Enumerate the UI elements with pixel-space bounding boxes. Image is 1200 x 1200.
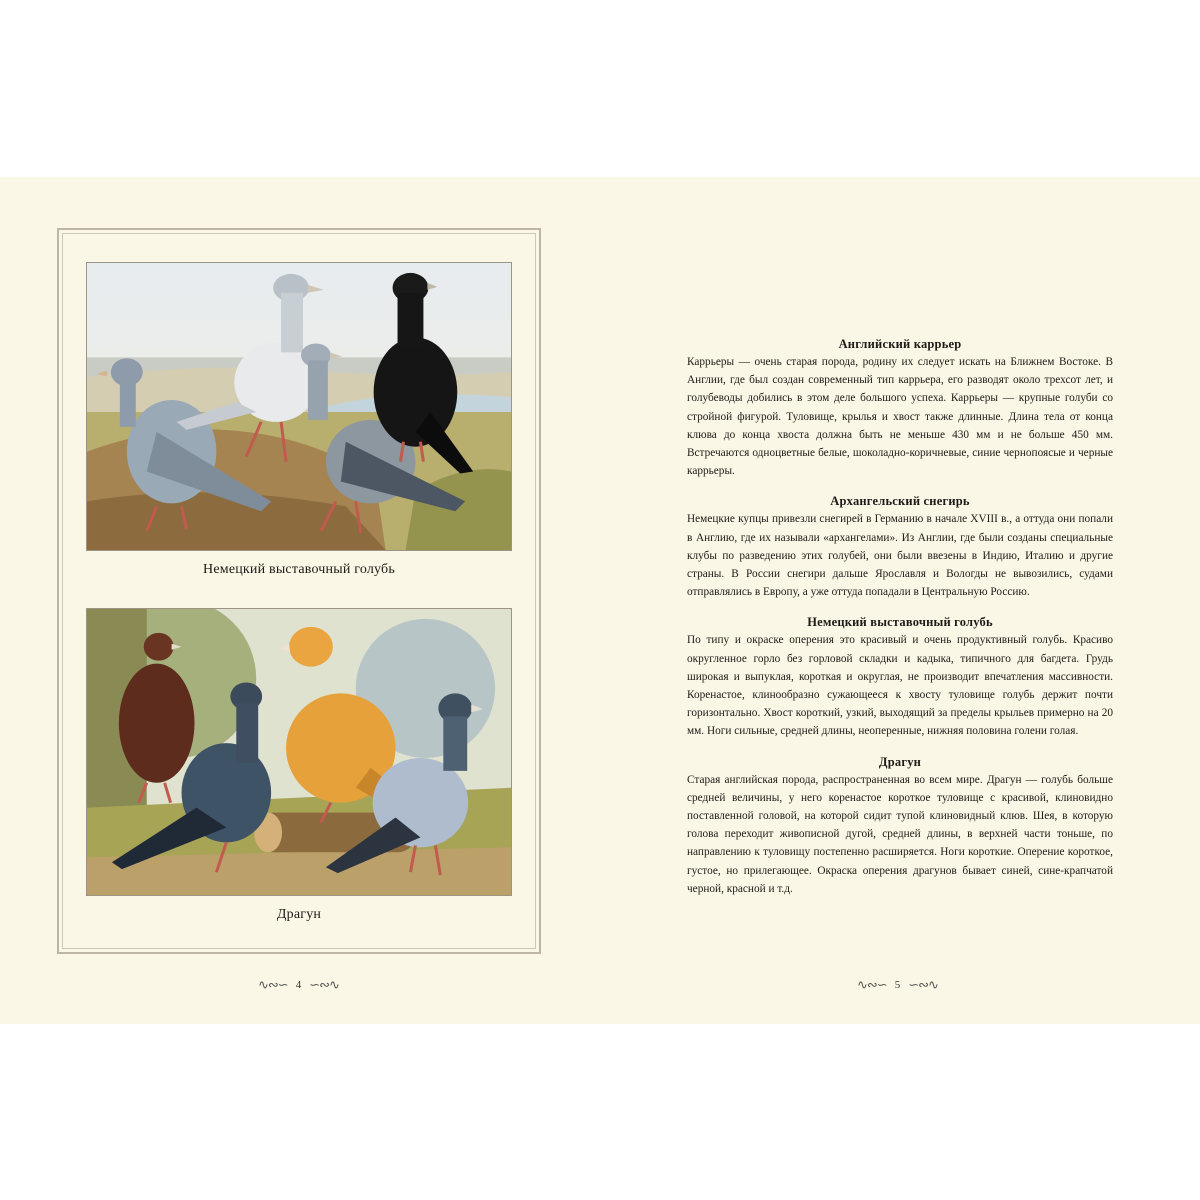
scroll-ornament-icon: ∿∾∽ [857, 977, 887, 992]
section-body: Старая английская порода, распространенная во всем мире. Драгун — голубь больше средней величины, у него коренастое короткое туловище с красивой, клиновидно поставленной головой, на которой сидит тупой клиновидный клюв. Шея, в которую голова переходит живописной дугой, средней длины, в верхней части тоньше, по направлению к туловищу постепенно расширяется. Ноги короткие. Оперение короткое, густое, но прилегающее. Окраска оперения драгунов бывает синей, сине-крапчатой черной, красной и т.д. [687, 773, 1113, 895]
section-body: Немецкие купцы привезли снегирей в Германию в начале XVIII в., а оттуда они попали в Англию, где их называли «архангелами». Из Англии, где были созданы специальные клубы по разведению этих голубей, они были ввезены в Индию, Италию и другие страны. В России снегири дальше Ярославля и Вологды не вывозились, судами отправлялись в Европу, а уже оттуда попадали в Центральную Россию. [687, 513, 1113, 599]
section-title: Немецкий выставочный голубь [807, 615, 993, 630]
section-title: Архангельский снегирь [830, 494, 970, 509]
pigeon-illustration-top [86, 262, 512, 551]
page-number-left [258, 977, 339, 993]
page-number: 5 [894, 979, 901, 991]
section-title: Английский каррьер [838, 337, 962, 351]
scroll-ornament-icon: ∽∾∿ [908, 977, 938, 992]
caption-bottom: Драгун [276, 907, 322, 922]
section-title: Драгун [878, 754, 922, 769]
caption-top: Немецкий выставочный голубь [203, 562, 395, 577]
section-body: Каррьеры — очень старая порода, родину их следует искать на Ближнем Востоке. В Англии, где был создан современный тип каррьера, его разводят около трехсот лет, и голубеводы добились в этом деле большого успеха. Каррьеры — крупные голуби со стройной фигурой. Туловище, крылья и хвост также длинные. Длина тела от конца клюва до конца хвоста должна быть не меньше 430 мм и не больше 450 мм. Встречаются одноцветные белые, шоколадно-коричневые, синие чернопоясые и черные каррьеры. [687, 356, 1113, 478]
pigeon-illustration-bottom [86, 608, 512, 896]
book-spread [0, 177, 1200, 1024]
scroll-ornament-icon: ∽∾∿ [309, 977, 339, 992]
scroll-ornament-icon: ∿∾∽ [258, 977, 288, 992]
section-body: По типу и окраске оперения это красивый и очень продуктивный голубь. Красиво округленное горло без горловой складки и кадыка, типичного для багдета. Грудь широкая и выпуклая, короткая и округлая, не производит впечатления массивности. Коренастое, клинообразно сужающееся к хвосту туловище голубь держит почти горизонтально. Хвост короткий, узкий, выходящий за пределы крыльев примерно на 20 мм. Ноги сильные, средней длины, неоперенные, нижняя половина голени голая. [687, 634, 1113, 738]
page-number-right [857, 977, 938, 993]
page-number: 4 [295, 979, 302, 991]
article-text [687, 335, 1113, 910]
